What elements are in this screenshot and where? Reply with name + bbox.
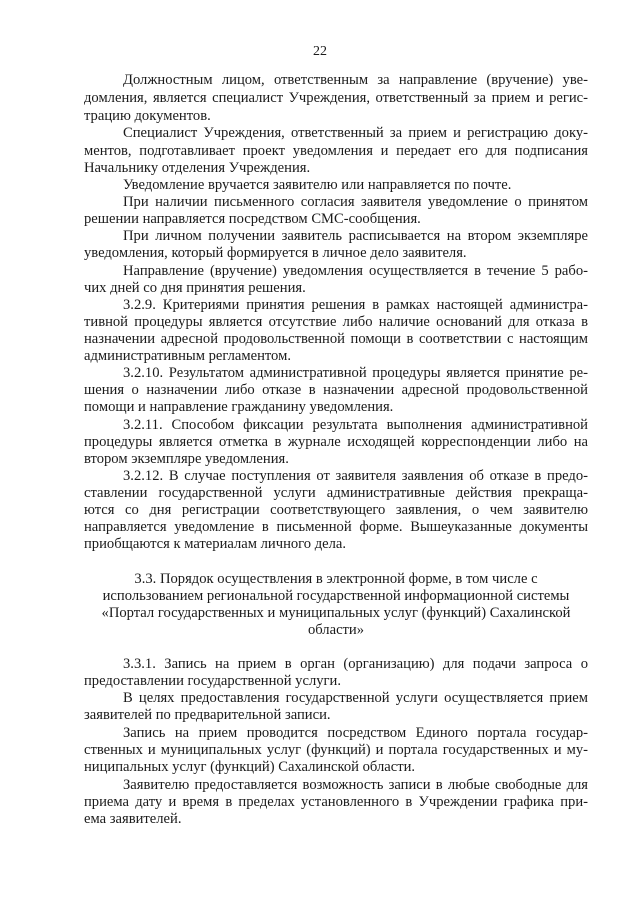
text-line: 3.3.1. Запись на прием в орган (организацию) для подачи запроса о xyxy=(123,656,588,672)
text-line: чих дней со дня принятия решения. xyxy=(84,280,306,296)
text-line: уведомления, который формируется в личное дело заявителя. xyxy=(84,245,467,261)
text-line: Специалист Учреждения, ответственный за прием и регистрацию доку- xyxy=(123,125,588,141)
page-number: 22 xyxy=(313,44,327,59)
text-line: Направление (вручение) уведомления осуществляется в течение 5 рабо- xyxy=(123,263,588,279)
text-line: втором экземпляре уведомления. xyxy=(84,451,289,467)
text-line: домления, является специалист Учреждения, ответственный за прием и регис- xyxy=(84,90,588,106)
section-heading-line: «Портал государственных и муниципальных услуг (функций) Сахалинской xyxy=(101,605,571,621)
text-line: тивной процедуры является отсутствие либо наличие оснований для отказа в xyxy=(84,314,588,330)
text-line: помощи и направление гражданину уведомления. xyxy=(84,399,394,415)
text-line: Уведомление вручается заявителю или направляется по почте. xyxy=(123,177,512,193)
text-line: ственных и муниципальных услуг (функций) и портала государственных и му- xyxy=(84,742,588,758)
text-line: приема дату и время в пределах установленного в Учреждении графика при- xyxy=(84,794,588,810)
text-line: шения о назначении либо отказе в назначении адресной продовольственной xyxy=(84,382,588,398)
text-line: ниципальных услуг (функций) Сахалинской области. xyxy=(84,759,416,775)
text-line: ментов, подготавливает проект уведомления и передает его для подписания xyxy=(84,143,588,159)
text-line: Должностным лицом, ответственным за направление (вручение) уве- xyxy=(123,72,588,88)
text-line: В целях предоставления государственной услуги осуществляется прием xyxy=(123,690,588,706)
text-line: ставлении государственной услуги административные действия прекраща- xyxy=(84,485,588,501)
text-line: приобщаются к материалам личного дела. xyxy=(84,536,347,552)
text-line: 3.2.9. Критериями принятия решения в рамках настоящей администра- xyxy=(123,297,588,313)
text-line: ема заявителей. xyxy=(84,811,182,827)
text-line: Начальнику отделения Учреждения. xyxy=(84,160,311,176)
text-line: процедуры является отметка в журнале исходящей корреспонденции либо на xyxy=(84,434,588,450)
text-line: Заявителю предоставляется возможность записи в любые свободные для xyxy=(123,777,588,793)
text-line: При наличии письменного согласия заявителя уведомление о принятом xyxy=(123,194,588,210)
section-heading-line: 3.3. Порядок осуществления в электронной форме, в том числе с xyxy=(134,571,538,587)
text-line: решении направляется посредством СМС-сообщения. xyxy=(84,211,421,227)
text-line: ются со дня регистрации соответствующего заявления, о чем заявителю xyxy=(84,502,588,518)
text-line: При личном получении заявитель расписывается на втором экземпляре xyxy=(123,228,588,244)
section-heading-line: области» xyxy=(307,622,365,638)
text-line: Запись на прием проводится посредством Единого портала государ- xyxy=(123,725,588,741)
section-heading-line: использованием региональной государственной информационной системы xyxy=(102,588,570,604)
text-line: предоставлении государственной услуги. xyxy=(84,673,341,689)
text-line: 3.2.12. В случае поступления от заявителя заявления об отказе в предо- xyxy=(123,468,588,484)
text-line: административным регламентом. xyxy=(84,348,291,364)
text-line: 3.2.11. Способом фиксации результата выполнения административной xyxy=(123,417,588,433)
text-line: 3.2.10. Результатом административной процедуры является принятие ре- xyxy=(123,365,588,381)
text-line: назначении адресной продовольственной помощи в соответствии с настоящим xyxy=(84,331,588,347)
text-line: трацию документов. xyxy=(84,108,211,124)
text-line: заявителей по предварительной записи. xyxy=(84,707,331,723)
text-line: направляется уведомление в письменной форме. Вышеуказанные документы xyxy=(84,519,588,535)
